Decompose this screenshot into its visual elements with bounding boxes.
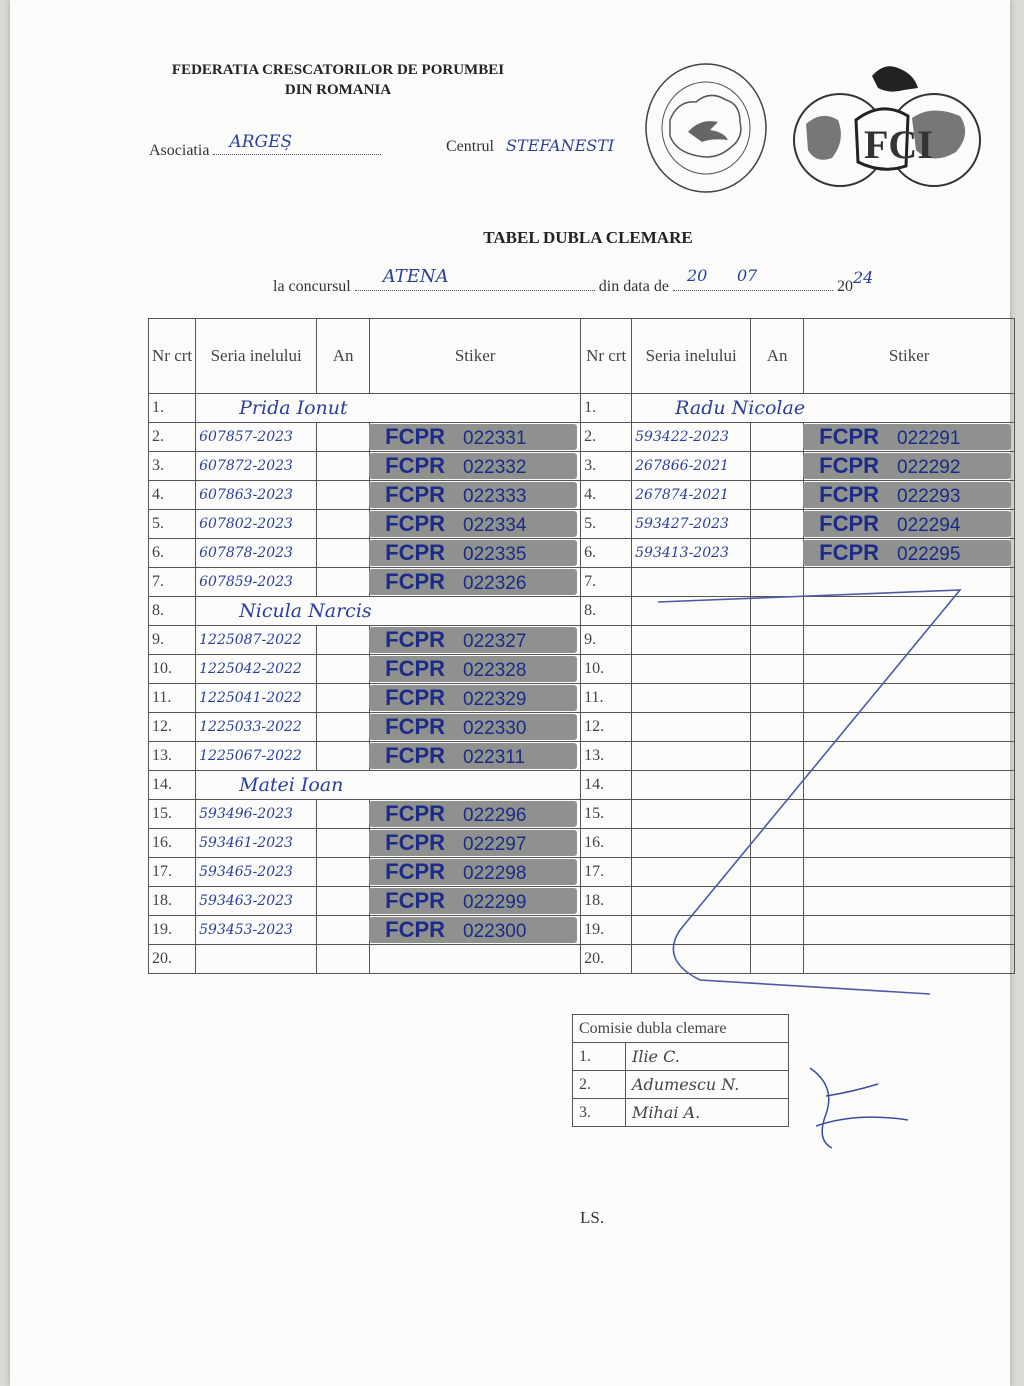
sticker-label (803, 453, 1011, 479)
sticker-code: FCPR (385, 830, 446, 855)
sticker-number: 022335 (463, 544, 527, 565)
ring-series: 607802-2023 (199, 516, 293, 532)
table-row (149, 481, 1015, 510)
ring-series: 1225033-2022 (199, 719, 302, 735)
sticker-cell (370, 742, 581, 771)
row-number: 12. (581, 713, 632, 742)
sticker-label (369, 917, 577, 943)
table-row (149, 452, 1015, 481)
sticker-cell (370, 655, 581, 684)
ring-series-cell (196, 887, 317, 916)
sticker-cell (370, 539, 581, 568)
sticker-code: FCPR (819, 424, 880, 449)
sticker-cell (804, 452, 1015, 481)
ring-series: 607857-2023 (199, 429, 293, 445)
sticker-code: FCPR (385, 714, 446, 739)
sticker-code: FCPR (385, 656, 446, 681)
table-row (149, 423, 1015, 452)
row-number: 10. (149, 655, 196, 684)
owner-name: Radu Nicolae (675, 397, 806, 419)
sticker-number: 022326 (463, 573, 527, 594)
row-number: 11. (149, 684, 196, 713)
sticker-label (369, 453, 577, 479)
ring-series: 593427-2023 (635, 516, 729, 532)
ring-series-cell (196, 916, 317, 945)
row-number: 14. (581, 771, 632, 800)
table-row (149, 510, 1015, 539)
sticker-cell (370, 800, 581, 829)
sticker-number: 022296 (463, 805, 527, 826)
sticker-cell (370, 423, 581, 452)
sticker-label (803, 540, 1011, 566)
year-cell (317, 684, 370, 713)
owner-name-cell (196, 771, 581, 800)
federation-line-1: FEDERATIA CRESCATORILOR DE PORUMBEI (171, 62, 505, 78)
row-number: 1. (581, 394, 632, 423)
sticker-cell (370, 626, 581, 655)
date-month: 07 (736, 266, 758, 285)
row-number: 5. (581, 510, 632, 539)
owner-name-cell (196, 394, 581, 423)
ring-series-cell (632, 539, 751, 568)
asociatia-field (149, 132, 381, 160)
ring-series: 593463-2023 (199, 893, 293, 909)
row-number: 13. (581, 742, 632, 771)
sticker-number: 022300 (463, 921, 527, 942)
concurs-value: ATENA (382, 266, 449, 287)
ring-series: 267874-2021 (635, 487, 729, 503)
ring-series: 593496-2023 (199, 806, 293, 822)
sticker-cell (804, 423, 1015, 452)
sticker-code: FCPR (385, 453, 446, 478)
year-cell (317, 510, 370, 539)
year-cell (317, 858, 370, 887)
ring-series-cell (196, 800, 317, 829)
row-number: 1. (149, 394, 196, 423)
ring-series: 593422-2023 (635, 429, 729, 445)
row-number: 2. (581, 423, 632, 452)
year-cell (317, 423, 370, 452)
row-number: 10. (581, 655, 632, 684)
sticker-code: FCPR (819, 482, 880, 507)
row-number: 19. (581, 916, 632, 945)
year-cell (751, 539, 804, 568)
sticker-label (369, 830, 577, 856)
row-number: 3. (581, 452, 632, 481)
sticker-cell (370, 916, 581, 945)
ring-series-cell (196, 945, 317, 974)
row-number: 9. (581, 626, 632, 655)
table-header-row (149, 319, 1015, 394)
row-number: 8. (581, 597, 632, 626)
sticker-number: 022327 (463, 631, 527, 652)
ring-series-cell (196, 858, 317, 887)
sticker-cell (370, 887, 581, 916)
sticker-code: FCPR (385, 888, 446, 913)
row-number: 17. (149, 858, 196, 887)
sticker-label (803, 511, 1011, 537)
sticker-label (369, 888, 577, 914)
year-cell (751, 423, 804, 452)
ring-series: 607859-2023 (199, 574, 293, 590)
ring-series-cell (196, 829, 317, 858)
commission-title: Comisie dubla clemare (573, 1015, 789, 1043)
ring-series-cell (196, 568, 317, 597)
sticker-cell (370, 858, 581, 887)
row-number: 4. (149, 481, 196, 510)
concurs-label: la concursul (273, 278, 351, 295)
row-number: 16. (581, 829, 632, 858)
centrul-value: STEFANESTI (506, 136, 615, 155)
sticker-code: FCPR (819, 511, 880, 536)
ring-series-cell (632, 510, 751, 539)
cancel-stroke (640, 580, 980, 1000)
ring-series-cell (196, 510, 317, 539)
sticker-code: FCPR (385, 511, 446, 536)
sticker-cell (804, 481, 1015, 510)
sticker-label (369, 569, 577, 595)
row-number: 16. (149, 829, 196, 858)
row-number: 20. (581, 945, 632, 974)
row-number: 6. (149, 539, 196, 568)
sticker-label (369, 540, 577, 566)
federation-title (128, 60, 548, 100)
sticker-number: 022299 (463, 892, 527, 913)
sticker-code: FCPR (385, 685, 446, 710)
commission-nr: 1. (573, 1043, 626, 1071)
ring-series-cell (632, 423, 751, 452)
asociatia-value: ARGEȘ (229, 132, 293, 152)
sticker-cell (370, 510, 581, 539)
row-number: 7. (149, 568, 196, 597)
year-cell (317, 452, 370, 481)
sticker-code: FCPR (385, 540, 446, 565)
ring-series: 1225087-2022 (199, 632, 302, 648)
sticker-label (369, 801, 577, 827)
row-number: 15. (149, 800, 196, 829)
row-number: 17. (581, 858, 632, 887)
row-number: 15. (581, 800, 632, 829)
sticker-cell (804, 539, 1015, 568)
ring-series-cell (196, 626, 317, 655)
sticker-number: 022295 (897, 544, 961, 565)
ls-label: LS. (580, 1208, 605, 1227)
sticker-label (803, 424, 1011, 450)
row-number: 18. (149, 887, 196, 916)
sticker-label (369, 424, 577, 450)
commission-signature: Adumescu N. (626, 1071, 789, 1099)
year-cell (317, 568, 370, 597)
sticker-cell (370, 713, 581, 742)
sticker-number: 022329 (463, 689, 527, 710)
ring-series-cell (196, 713, 317, 742)
document-title: TABEL DUBLA CLEMARE (483, 228, 693, 247)
sticker-label (369, 511, 577, 537)
row-number: 7. (581, 568, 632, 597)
sticker-label (369, 859, 577, 885)
sticker-number: 022328 (463, 660, 527, 681)
federation-line-2: DIN ROMANIA (284, 82, 392, 98)
sticker-number: 022291 (897, 428, 961, 449)
row-number: 12. (149, 713, 196, 742)
year-cell (317, 539, 370, 568)
sticker-number: 022331 (463, 428, 527, 449)
sticker-number: 022330 (463, 718, 527, 739)
header-seria-right: Seria inelului (632, 319, 751, 394)
ring-series: 593465-2023 (199, 864, 293, 880)
year-cell (317, 713, 370, 742)
sticker-code: FCPR (819, 453, 880, 478)
sticker-code: FCPR (385, 859, 446, 884)
sticker-cell (370, 945, 581, 974)
ring-series-cell (196, 684, 317, 713)
sticker-label (369, 627, 577, 653)
year-cell (751, 452, 804, 481)
sticker-code: FCPR (385, 424, 446, 449)
owner-name: Matei Ioan (239, 774, 344, 796)
year-cell (751, 481, 804, 510)
header-nr: Nr crt (149, 319, 196, 394)
row-number: 2. (149, 423, 196, 452)
sticker-code: FCPR (385, 743, 446, 768)
sticker-number: 022332 (463, 457, 527, 478)
year-cell (751, 510, 804, 539)
commission-table (572, 1014, 789, 1127)
sticker-cell (370, 568, 581, 597)
row-number: 4. (581, 481, 632, 510)
sticker-cell (370, 452, 581, 481)
date-year-suffix: 24 (852, 268, 874, 287)
year-cell (317, 742, 370, 771)
ring-series-cell (196, 423, 317, 452)
signature-scribble (796, 1056, 920, 1156)
sticker-number: 022334 (463, 515, 527, 536)
owner-name-cell (632, 394, 1015, 423)
sticker-code: FCPR (385, 801, 446, 826)
owner-name-cell (196, 597, 581, 626)
sticker-code: FCPR (385, 627, 446, 652)
year-cell (317, 887, 370, 916)
row-number: 5. (149, 510, 196, 539)
row-number: 11. (581, 684, 632, 713)
commission-signature: Mihai A. (626, 1099, 789, 1127)
commission-nr: 2. (573, 1071, 626, 1099)
header-nr-right: Nr crt (581, 319, 632, 394)
row-number: 8. (149, 597, 196, 626)
ring-series-cell (196, 481, 317, 510)
table-row (149, 539, 1015, 568)
ring-series: 267866-2021 (635, 458, 729, 474)
ring-series: 593453-2023 (199, 922, 293, 938)
sticker-label (369, 743, 577, 769)
year-cell (317, 945, 370, 974)
sticker-code: FCPR (385, 917, 446, 942)
date-day: 20 (686, 266, 708, 285)
row-number: 6. (581, 539, 632, 568)
sticker-cell (370, 829, 581, 858)
sticker-label (369, 685, 577, 711)
header-an: An (317, 319, 370, 394)
year-cell (317, 916, 370, 945)
ring-series: 593413-2023 (635, 545, 729, 561)
year-cell (317, 626, 370, 655)
row-number: 13. (149, 742, 196, 771)
commission-signature: Ilie C. (626, 1043, 789, 1071)
ring-series: 593461-2023 (199, 835, 293, 851)
header-stiker-right: Stiker (804, 319, 1015, 394)
centrul-field (446, 136, 614, 156)
ring-series: 1225041-2022 (199, 690, 302, 706)
header-stiker: Stiker (370, 319, 581, 394)
sticker-number: 022293 (897, 486, 961, 507)
owner-name: Prida Ionut (239, 397, 348, 419)
sticker-number: 022292 (897, 457, 961, 478)
sticker-number: 022333 (463, 486, 527, 507)
sticker-label (369, 656, 577, 682)
data-label: din data de (598, 278, 669, 295)
centrul-label: Centrul (446, 138, 494, 155)
row-number: 18. (581, 887, 632, 916)
asociatia-label: Asociatia (149, 142, 210, 159)
owner-name: Nicula Narcis (239, 600, 372, 622)
year-cell (317, 829, 370, 858)
ring-series-cell (632, 481, 751, 510)
sticker-number: 022298 (463, 863, 527, 884)
sticker-label (369, 482, 577, 508)
sticker-number: 022297 (463, 834, 527, 855)
sticker-code: FCPR (385, 482, 446, 507)
ring-series-cell (196, 539, 317, 568)
header-an-right: An (751, 319, 804, 394)
sticker-cell (804, 510, 1015, 539)
year-cell (317, 481, 370, 510)
row-number: 3. (149, 452, 196, 481)
sticker-label (369, 714, 577, 740)
row-number: 14. (149, 771, 196, 800)
ring-series: 1225042-2022 (199, 661, 302, 677)
commission-nr: 3. (573, 1099, 626, 1127)
date-year-prefix: 20 (836, 278, 853, 295)
sticker-cell (370, 684, 581, 713)
sticker-code: FCPR (819, 540, 880, 565)
fcpr-seal-logo (640, 60, 770, 200)
year-cell (317, 800, 370, 829)
fci-logo-text: FCI (864, 122, 933, 167)
fci-logo (792, 54, 987, 189)
ring-series: 607872-2023 (199, 458, 293, 474)
sticker-code: FCPR (385, 569, 446, 594)
sticker-number: 022294 (897, 515, 961, 536)
table-row (149, 394, 1015, 423)
row-number: 20. (149, 945, 196, 974)
ring-series-cell (196, 452, 317, 481)
header-seria: Seria inelului (196, 319, 317, 394)
sticker-number: 022311 (463, 747, 526, 768)
sticker-cell (370, 481, 581, 510)
ring-series-cell (632, 452, 751, 481)
concurs-line (273, 266, 874, 296)
sticker-label (803, 482, 1011, 508)
ring-series: 607878-2023 (199, 545, 293, 561)
row-number: 19. (149, 916, 196, 945)
row-number: 9. (149, 626, 196, 655)
ring-series-cell (196, 742, 317, 771)
ring-series: 1225067-2022 (199, 748, 302, 764)
ring-series-cell (196, 655, 317, 684)
year-cell (317, 655, 370, 684)
ring-series: 607863-2023 (199, 487, 293, 503)
